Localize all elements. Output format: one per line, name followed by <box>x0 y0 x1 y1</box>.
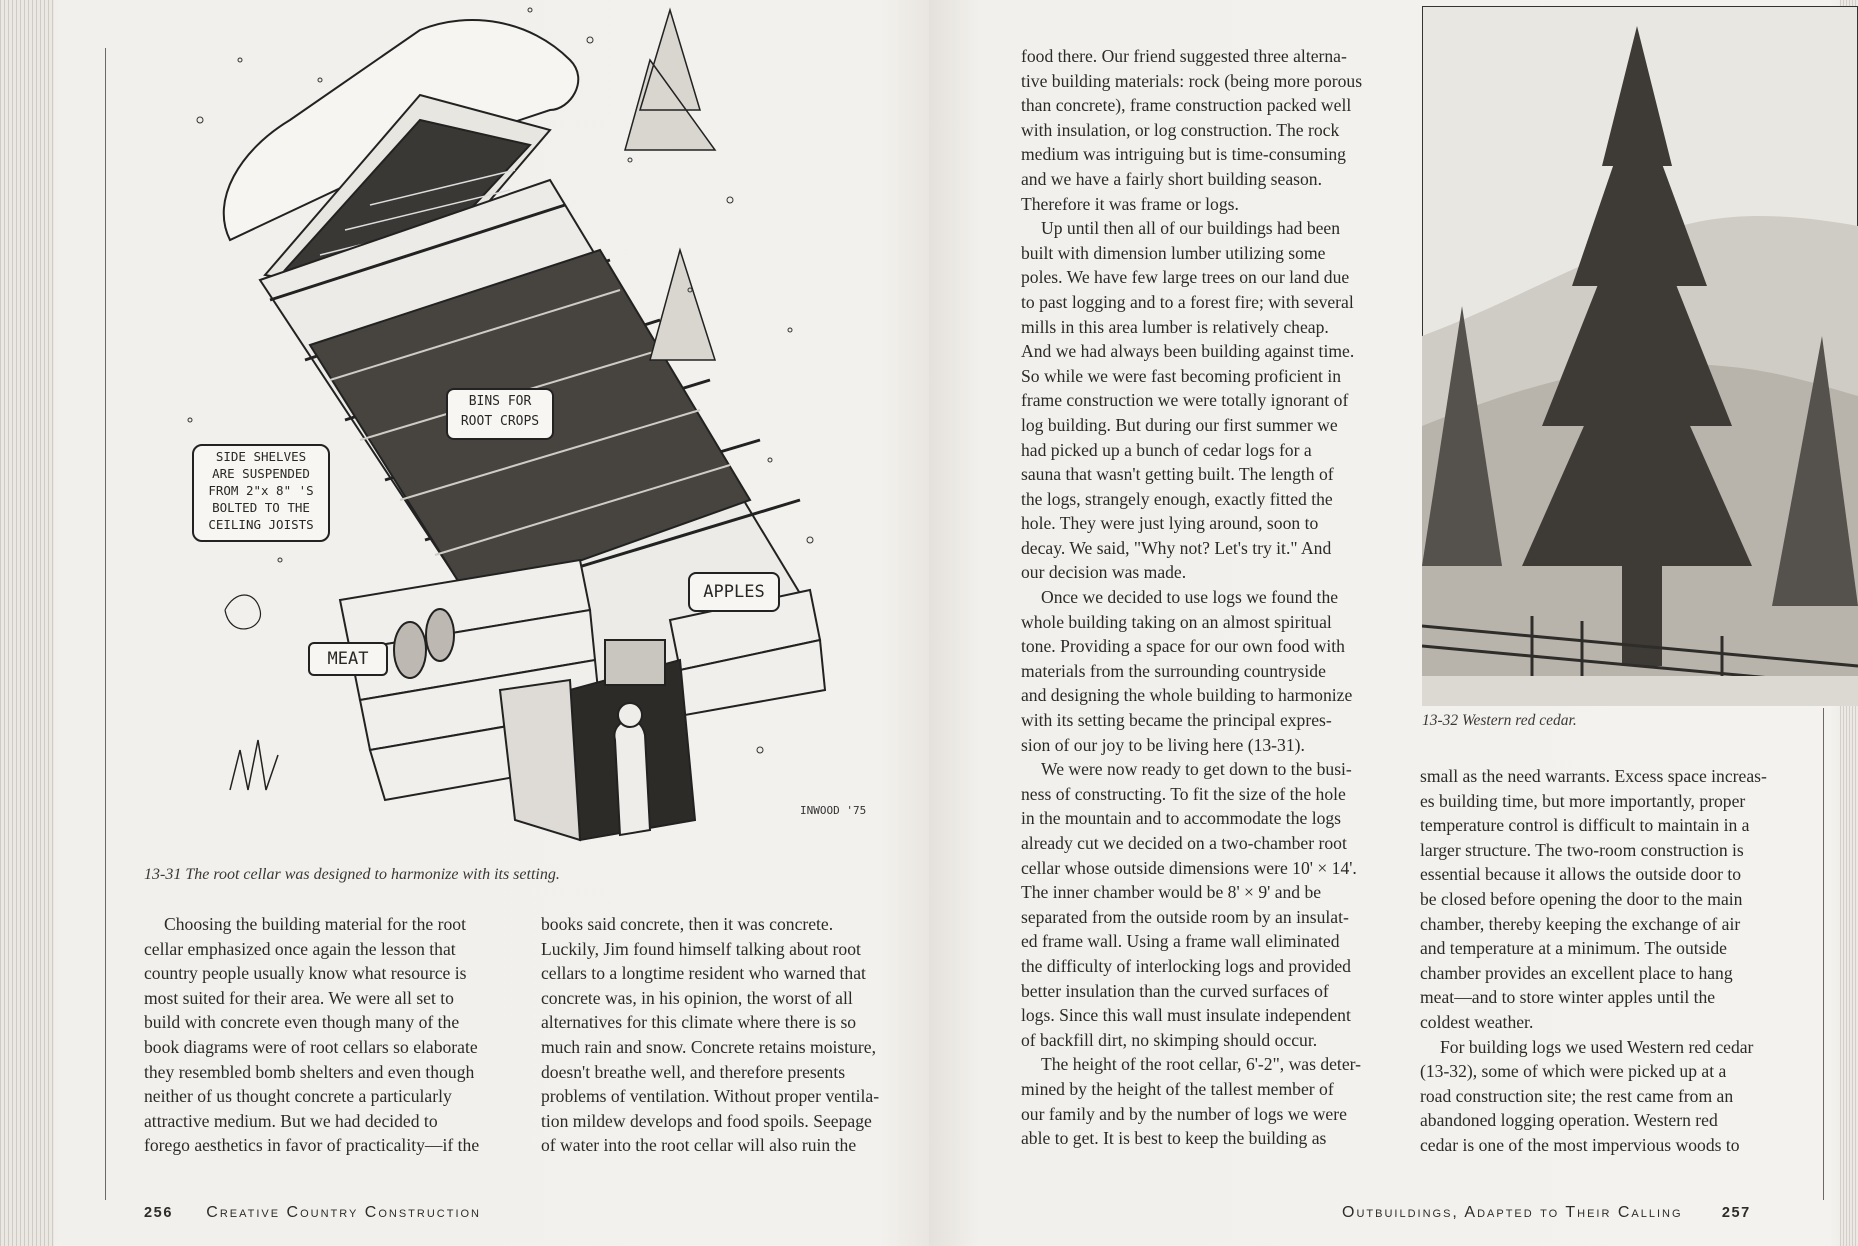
text-line <box>1420 813 1767 838</box>
text-line <box>541 1133 879 1158</box>
text-line-content: cellar whose outside dimensions were 10' × 14'. <box>1021 857 1357 878</box>
text-line-content: the logs, strangely enough, exactly fitted the <box>1021 488 1333 509</box>
text-line-content: coldest weather. <box>1420 1011 1534 1032</box>
text-line <box>1420 1084 1767 1109</box>
text-line-content: and designing the whole building to harmonize <box>1021 685 1353 706</box>
text-line-content: than concrete), frame construction packed well <box>1021 95 1352 116</box>
text-line-content: country people usually know what resource is <box>144 963 467 984</box>
text-line-content: tion mildew develops and food spoils. Seepage <box>541 1110 872 1131</box>
margin-rule <box>1823 708 1824 1200</box>
text-line-content: whole building taking on an almost spiritual <box>1021 611 1332 632</box>
text-line <box>1021 1102 1362 1127</box>
text-line-content: books said concrete, then it was concrete. <box>541 914 834 934</box>
text-line-content: ness of constructing. To fit the size of the hole <box>1021 783 1346 804</box>
running-title: Outbuildings, Adapted to Their Calling <box>1342 1204 1683 1221</box>
text-column <box>541 912 879 1158</box>
text-line-content: We were now ready to get down to the busi- <box>1041 759 1352 780</box>
text-line-content: Choosing the building material for the root <box>164 914 466 934</box>
text-line <box>541 1109 879 1134</box>
text-line <box>1021 733 1362 758</box>
text-line <box>1420 862 1767 887</box>
page-edge <box>0 0 54 1246</box>
text-line <box>1021 339 1362 364</box>
text-line <box>1420 1035 1767 1060</box>
text-line-content: meat—and to store winter apples until the <box>1420 987 1716 1008</box>
text-line-content: doesn't breathe well, and therefore presents <box>541 1061 846 1082</box>
callout-bins <box>446 388 554 440</box>
text-line <box>1021 364 1362 389</box>
callout-apples: APPLES <box>688 572 780 612</box>
text-line <box>144 912 479 937</box>
text-line-content: of backfill dirt, no skimping should occur. <box>1021 1029 1318 1050</box>
text-line-content: sion of our joy to be living here (13-31). <box>1021 734 1305 755</box>
text-line <box>1021 142 1362 167</box>
text-line-content: alternatives for this climate where there is so <box>541 1012 857 1033</box>
text-line-content: hole. They were just lying around, soon to <box>1021 513 1319 534</box>
text-line <box>541 1010 879 1035</box>
text-line-content: concrete was, in his opinion, the worst of all <box>541 987 853 1008</box>
text-line <box>144 986 479 1011</box>
text-line-content: already cut we decided on a two-chamber root <box>1021 833 1347 853</box>
text-line <box>1420 887 1767 912</box>
text-line <box>1021 511 1362 536</box>
text-line <box>1021 880 1362 905</box>
text-line-content: most suited for their area. We were all set to <box>144 987 454 1008</box>
text-line-content: able to get. It is best to keep the building as <box>1021 1128 1327 1149</box>
text-line <box>1420 1010 1767 1035</box>
text-line-content: much rain and snow. Concrete retains moisture, <box>541 1036 877 1057</box>
text-line-content: es building time, but more importantly, proper <box>1420 790 1746 811</box>
text-line-content: Up until then all of our buildings had been <box>1041 218 1341 239</box>
margin-rule <box>105 48 106 1200</box>
text-line-content: with insulation, or log construction. The rock <box>1021 119 1340 140</box>
text-line-content: essential because it allows the outside door to <box>1420 864 1742 885</box>
text-line <box>1021 782 1362 807</box>
text-line <box>541 1084 879 1109</box>
text-line-content: neither of us thought concrete a particularly <box>144 1086 452 1107</box>
text-line-content: to past logging and to a forest fire; with several <box>1021 291 1354 312</box>
text-line-content: better insulation than the curved surfaces of <box>1021 980 1329 1001</box>
text-line-content: in the mountain and to accommodate the logs <box>1021 808 1342 829</box>
text-line <box>1420 985 1767 1010</box>
text-line <box>1420 961 1767 986</box>
text-line <box>1021 979 1362 1004</box>
text-line-content: frame construction we were totally ignorant of <box>1021 390 1349 411</box>
text-line-content: tone. Providing a space for our own food with <box>1021 636 1345 657</box>
text-line <box>1021 192 1362 217</box>
text-line <box>1021 683 1362 708</box>
callout-line: SIDE SHELVES <box>215 449 307 464</box>
text-line-content: So while we were fast becoming proficient in <box>1021 365 1342 386</box>
text-line-content: ed frame wall. Using a frame wall eliminated <box>1021 931 1340 952</box>
text-line <box>1021 634 1362 659</box>
text-line-content: had picked up a bunch of cedar logs for a <box>1021 439 1312 460</box>
callout-meat: MEAT <box>308 642 388 676</box>
callout-side-shelves <box>192 444 330 542</box>
text-line-content: food there. Our friend suggested three alterna- <box>1021 46 1347 66</box>
text-line <box>1021 757 1362 782</box>
text-line <box>1420 912 1767 937</box>
text-line-content: temperature control is difficult to maintain in a <box>1420 815 1750 836</box>
text-line <box>541 1060 879 1085</box>
text-line-content: road construction site; the rest came from an <box>1420 1085 1734 1106</box>
text-line-content: our decision was made. <box>1021 562 1187 583</box>
text-line <box>1420 838 1767 863</box>
text-line <box>1021 659 1362 684</box>
text-line-content: separated from the outside room by an insulat- <box>1021 906 1349 927</box>
text-line-content: The height of the root cellar, 6'-2", was deter- <box>1041 1054 1361 1075</box>
text-line <box>1021 929 1362 954</box>
text-line-content: with its setting became the principal expres- <box>1021 710 1332 731</box>
text-line-content: logs. Since this wall must insulate independent <box>1021 1005 1351 1026</box>
text-line-content: chamber provides an excellent place to hang <box>1420 962 1733 983</box>
text-line-content: Luckily, Jim found himself talking about root <box>541 938 861 959</box>
text-line <box>144 1109 479 1134</box>
text-line-content: Once we decided to use logs we found the <box>1041 587 1339 608</box>
text-line-content: the difficulty of interlocking logs and provided <box>1021 955 1351 976</box>
text-line-content: materials from the surrounding countryside <box>1021 660 1326 681</box>
text-line-content: build with concrete even though many of the <box>144 1012 460 1033</box>
text-line <box>1021 388 1362 413</box>
text-line-content: poles. We have few large trees on our land due <box>1021 267 1350 288</box>
text-line <box>1420 764 1767 789</box>
text-line-content: log building. But during our first summer we <box>1021 414 1338 435</box>
western-red-cedar-photo <box>1422 6 1858 706</box>
text-line-content: attractive medium. But we had decided to <box>144 1110 438 1131</box>
text-line <box>1021 954 1362 979</box>
text-line-content: mined by the height of the tallest member of <box>1021 1078 1334 1099</box>
text-column <box>144 912 479 1158</box>
text-line-content: medium was intriguing but is time-consuming <box>1021 144 1346 165</box>
text-line <box>1021 241 1362 266</box>
text-line-content: of water into the root cellar will also ruin the <box>541 1135 857 1156</box>
text-line <box>1021 69 1362 94</box>
text-line <box>144 1133 479 1158</box>
callout-line: BOLTED TO THE <box>212 500 310 515</box>
text-column <box>1420 764 1767 1158</box>
text-line-content: larger structure. The two-room construction is <box>1420 839 1744 860</box>
text-line-content: they resembled bomb shelters and even though <box>144 1061 475 1082</box>
text-line <box>1021 1126 1362 1151</box>
text-line <box>1420 789 1767 814</box>
text-line <box>1021 265 1362 290</box>
text-line <box>1021 462 1362 487</box>
text-line <box>541 986 879 1011</box>
text-line <box>1021 1052 1362 1077</box>
text-line-content: cedar is one of the most impervious woods to <box>1420 1134 1740 1155</box>
page-footer <box>144 1204 481 1222</box>
callout-line: ROOT CROPS <box>460 414 540 429</box>
page-footer <box>1342 1204 1751 1222</box>
running-title: Creative Country Construction <box>206 1204 481 1221</box>
text-line <box>1021 315 1362 340</box>
text-line <box>1021 905 1362 930</box>
text-line <box>1021 167 1362 192</box>
text-line <box>541 961 879 986</box>
text-line <box>1021 831 1362 856</box>
text-line-content: For building logs we used Western red cedar <box>1440 1036 1754 1057</box>
text-line <box>1021 610 1362 635</box>
text-line <box>1021 560 1362 585</box>
text-line-content: small as the need warrants. Excess space increas- <box>1420 766 1767 786</box>
figure-caption-13-32: 13-32 Western red cedar. <box>1422 712 1577 729</box>
text-line <box>1021 806 1362 831</box>
text-line <box>144 937 479 962</box>
text-line <box>1420 1108 1767 1133</box>
text-line <box>144 1084 479 1109</box>
text-line-content: The inner chamber would be 8' × 9' and be <box>1021 882 1322 903</box>
text-line <box>1021 413 1362 438</box>
text-line <box>144 961 479 986</box>
figure-caption-13-31: 13-31 The root cellar was designed to harmonize with its setting. <box>144 866 560 883</box>
text-line-content: built with dimension lumber utilizing some <box>1021 242 1326 263</box>
text-line-content: sauna that wasn't getting built. The length of <box>1021 464 1334 485</box>
text-line <box>1021 438 1362 463</box>
text-line-content: decay. We said, "Why not? Let's try it." And <box>1021 537 1332 558</box>
text-line <box>1021 487 1362 512</box>
text-line <box>1021 44 1362 69</box>
callout-line: FROM 2"x 8" 'S <box>208 483 314 498</box>
text-line-content: cellar emphasized once again the lesson that <box>144 938 456 959</box>
text-line <box>1021 708 1362 733</box>
text-line <box>1021 585 1362 610</box>
text-line <box>1420 1059 1767 1084</box>
text-line <box>1021 536 1362 561</box>
text-line-content: Therefore it was frame or logs. <box>1021 193 1239 214</box>
text-line <box>1021 93 1362 118</box>
text-line-content: mills in this area lumber is relatively cheap. <box>1021 316 1329 337</box>
text-line <box>144 1060 479 1085</box>
text-line <box>144 1010 479 1035</box>
text-line <box>1021 118 1362 143</box>
text-line-content: forego aesthetics in favor of practicality—if the <box>144 1135 480 1156</box>
text-line-content: and temperature at a minimum. The outside <box>1420 938 1727 959</box>
text-line-content: be closed before opening the door to the main <box>1420 888 1743 909</box>
artist-signature: INWOOD '75 <box>800 804 867 817</box>
text-line <box>1021 1003 1362 1028</box>
text-line <box>1021 216 1362 241</box>
page-number: 257 <box>1721 1205 1751 1221</box>
text-line <box>1021 1028 1362 1053</box>
text-line <box>1420 1133 1767 1158</box>
callout-line: BINS FOR <box>468 394 532 409</box>
text-line-content: (13-32), some of which were picked up at a <box>1420 1061 1727 1082</box>
text-line <box>541 912 879 937</box>
text-column <box>1021 44 1362 1151</box>
text-line-content: and we have a fairly short building season. <box>1021 168 1322 189</box>
text-line <box>1021 1077 1362 1102</box>
page-number: 256 <box>144 1205 173 1221</box>
text-line-content: abandoned logging operation. Western red <box>1420 1110 1718 1131</box>
text-line-content: our family and by the number of logs we were <box>1021 1103 1347 1124</box>
callout-line: CEILING JOISTS <box>208 517 314 532</box>
text-line-content: book diagrams were of root cellars so elaborate <box>144 1036 478 1057</box>
text-line-content: problems of ventilation. Without proper ventila- <box>541 1086 880 1107</box>
text-line-content: cellars to a longtime resident who warned that <box>541 963 866 984</box>
text-line <box>541 937 879 962</box>
text-line-content: And we had always been building against time. <box>1021 341 1355 362</box>
text-line <box>1420 936 1767 961</box>
text-line-content: chamber, thereby keeping the exchange of air <box>1420 913 1741 934</box>
text-line <box>144 1035 479 1060</box>
text-line <box>541 1035 879 1060</box>
callout-line: ARE SUSPENDED <box>212 466 310 481</box>
text-line <box>1021 856 1362 881</box>
text-line <box>1021 290 1362 315</box>
text-line-content: tive building materials: rock (being more porous <box>1021 70 1363 91</box>
